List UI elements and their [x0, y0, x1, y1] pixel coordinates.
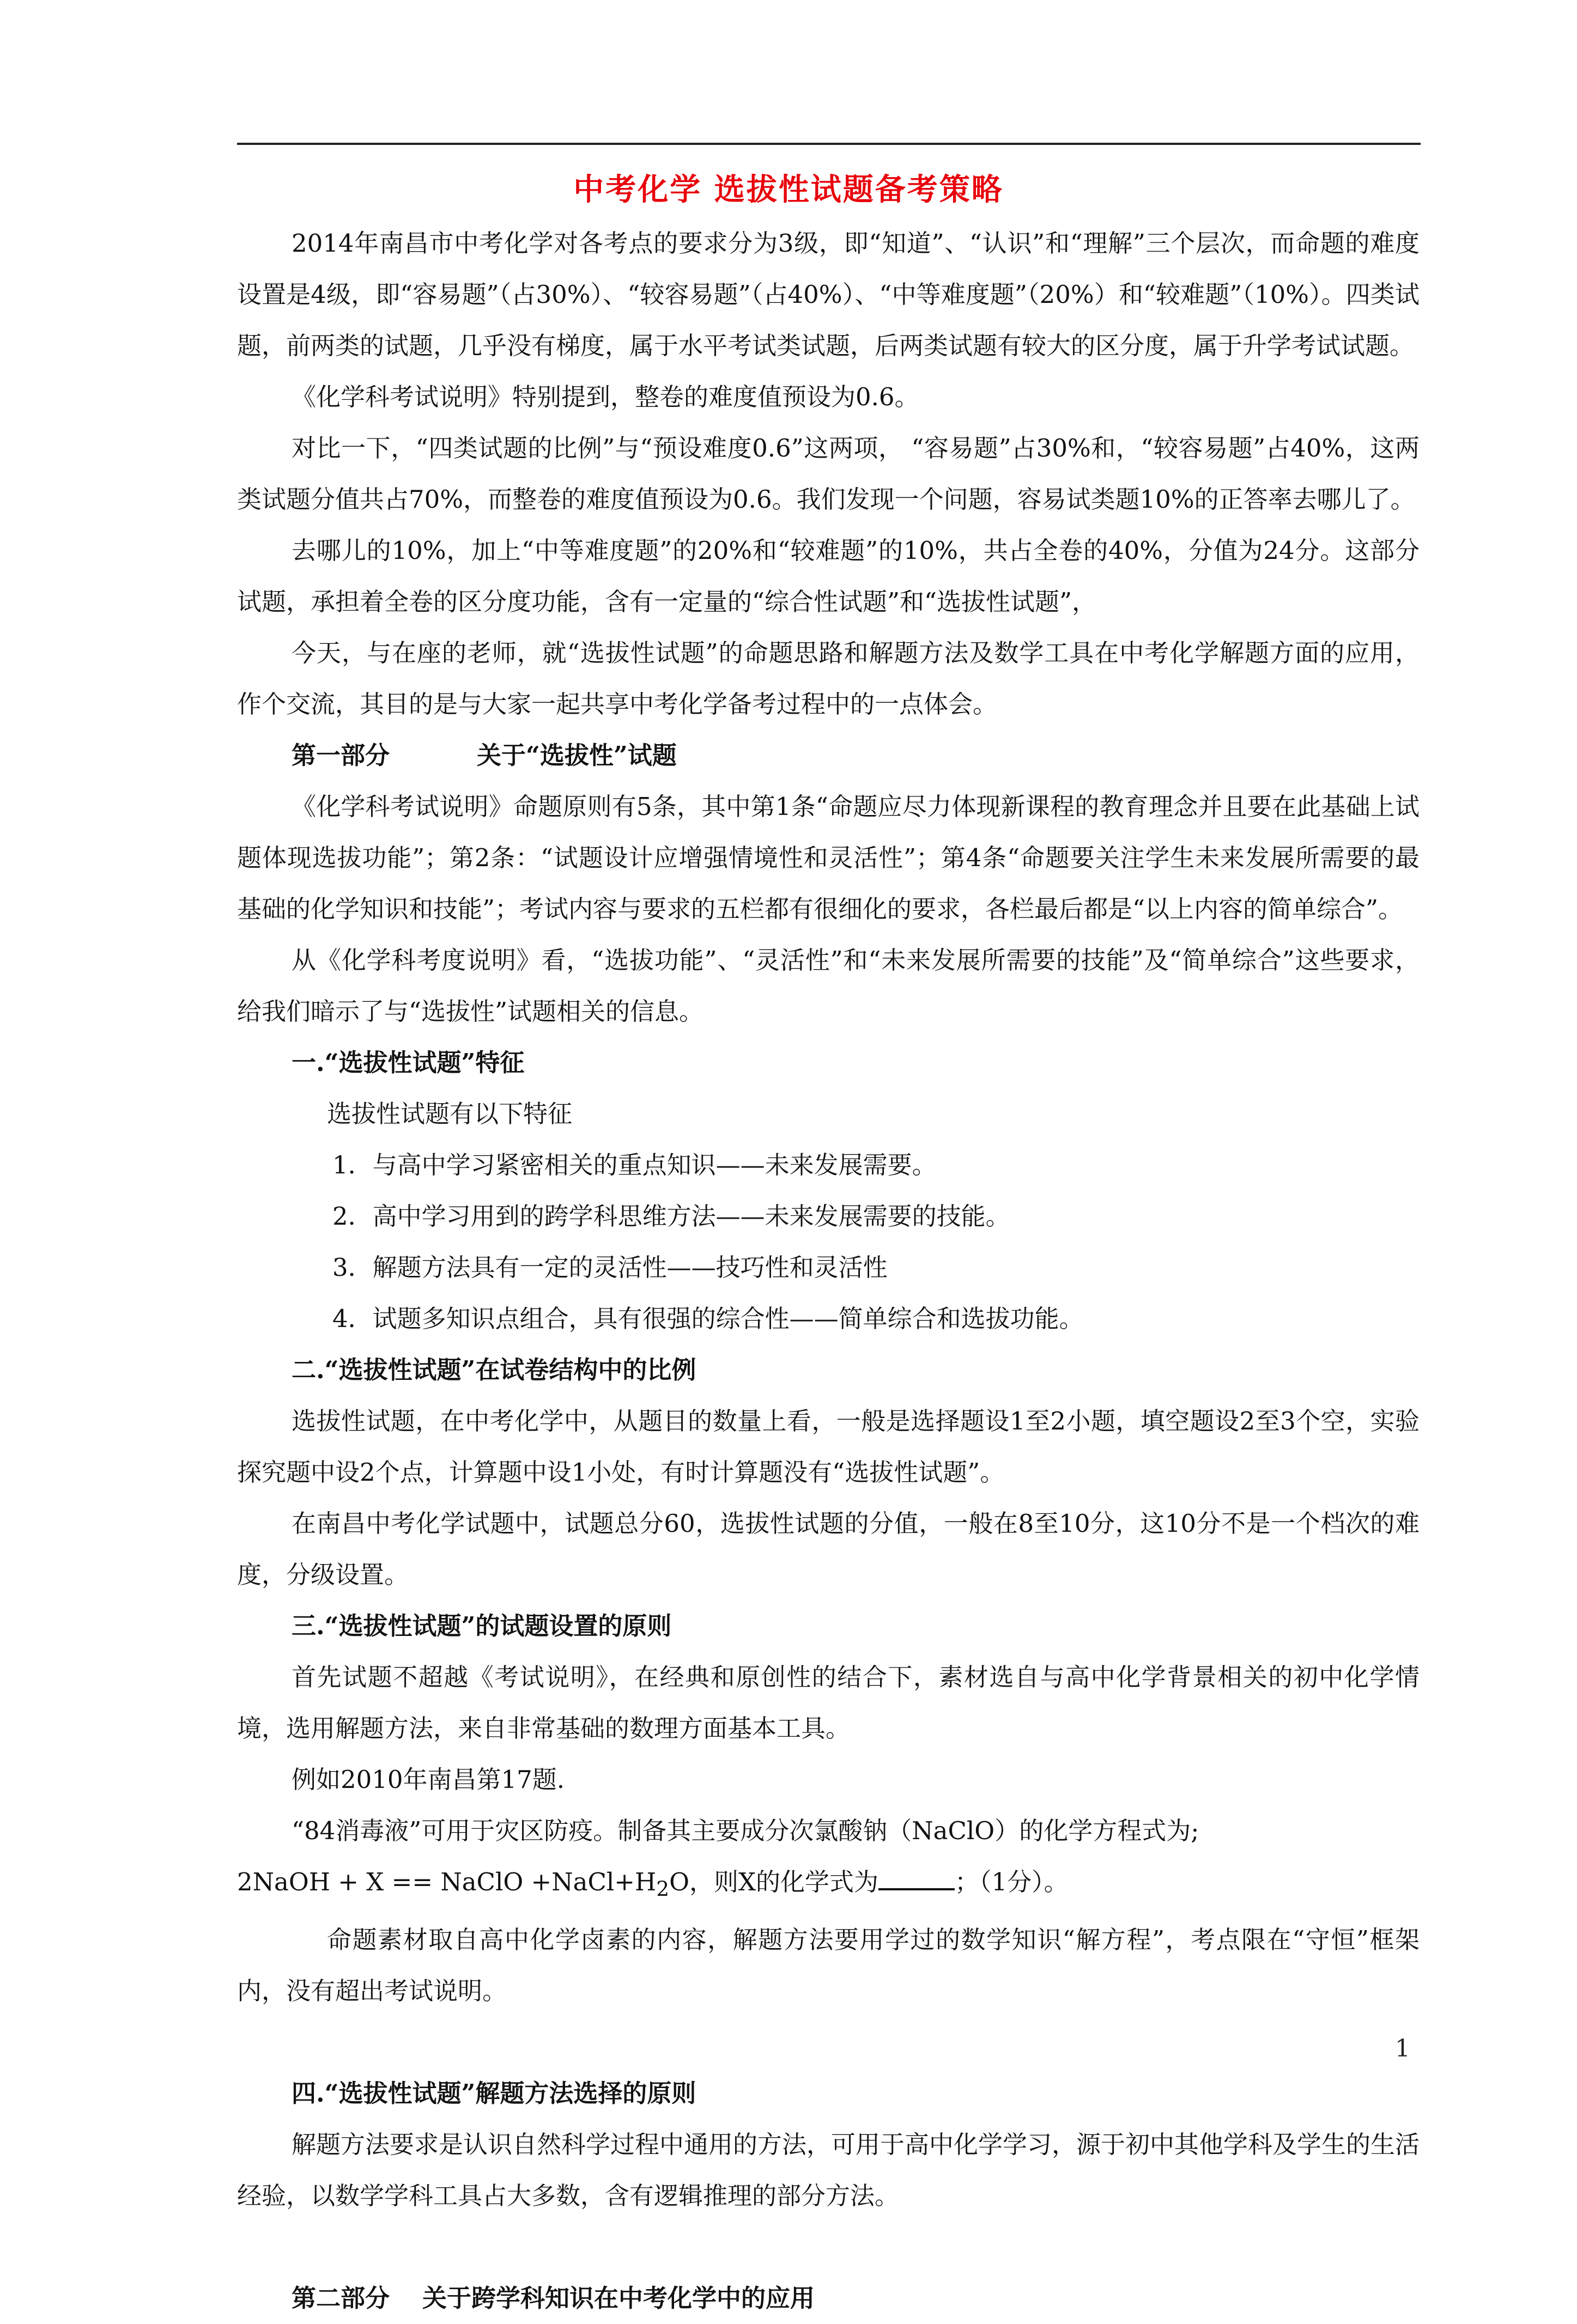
paragraph: 在南昌中考化学试题中，试题总分60，选拔性试题的分值，一般在8至10分，这10分不是一个档次的难度，分级设置。	[237, 1509, 1420, 1589]
document-body	[237, 218, 1420, 2324]
part-title: 关于“选拔性”试题	[477, 741, 677, 770]
paragraph: 从《化学科考度说明》看，“选拔功能”、“灵活性”和“未来发展所需要的技能”及“简单综合”这些要求，给我们暗示了与“选拔性”试题相关的信息。	[237, 946, 1420, 1026]
page-number: 1	[1395, 2035, 1410, 2063]
chemical-equation: 2NaOH + X == NaClO $+NaCl+H_2O$，则X的化学式为 ；（1分）。	[237, 1867, 1069, 1901]
document-title: 中考化学 选拔性试题备考策略	[573, 172, 1004, 208]
paragraph: 去哪儿的10%，加上“中等难度题”的20%和“较难题”的10%，共占全卷的40%，分值为24分。这部分试题，承担着全卷的区分度功能，含有一定量的“综合性试题”和“选拔性试题”，	[237, 536, 1420, 616]
paragraph: 解题方法要求是认识自然科学过程中通用的方法，可用于高中化学学习，源于初中其他学科及学生的生活经验，以数学学科工具占大多数，含有逻辑推理的部分方法。	[237, 2130, 1420, 2210]
paragraph: 《化学科考试说明》命题原则有5条，其中第1条“命题应尽力体现新课程的教育理念并且要在此基础上试题体现选拔功能”；第2条：“试题设计应增强情境性和灵活性”；第4条“命题要关注学生未来发展所需要的最基础的化学知识和技能”；考试内容与要求的五栏都有很细化的要求，各栏最后都是“以上内容的简单综合”。	[237, 792, 1420, 923]
subsection-heading: 二.“选拔性试题”在试卷结构中的比例	[292, 1355, 696, 1384]
subsection-heading: 四.“选拔性试题”解题方法选择的原则	[292, 2079, 696, 2108]
part-label: 第一部分	[292, 741, 390, 770]
subsection-heading: 一.“选拔性试题”特征	[292, 1048, 525, 1077]
list-item: 2．高中学习用到的跨学科思维方法——未来发展需要的技能。	[332, 1202, 1010, 1231]
paragraph: “84消毒液”可用于灾区防疫。制备其主要成分次氯酸钠（NaClO）的化学方程式为;	[292, 1816, 1199, 1845]
paragraph: 《化学科考试说明》特别提到，整卷的难度值预设为0.6。	[292, 382, 919, 411]
list-item: 1．与高中学习紧密相关的重点知识——未来发展需要。	[332, 1151, 937, 1179]
header-rule	[237, 143, 1421, 145]
paragraph: 命题素材取自高中化学卤素的内容，解题方法要用学过的数学知识“解方程”，考点限在“守恒”框架内，没有超出考试说明。	[237, 1925, 1420, 2005]
list-item: 4．试题多知识点组合，具有很强的综合性——简单综合和选拔功能。	[332, 1304, 1084, 1333]
paragraph: 例如2010年南昌第17题.	[292, 1765, 565, 1794]
answer-blank	[878, 1866, 955, 1890]
paragraph: 2014年南昌市中考化学对各考点的要求分为3级，即“知道”、“认识”和“理解”三个层次，而命题的难度设置是4级，即“容易题”（占30%）、“较容易题”（占40%）、“中等难度题”（20%）和“较难题”（10%）。四类试题，前两类的试题，几乎没有梯度，属于水平考试类试题，后两类试题有较大的区分度，属于升学考试试题。	[237, 229, 1420, 360]
paragraph: 今天，与在座的老师，就“选拔性试题”的命题思路和解题方法及数学工具在中考化学解题方面的应用，作个交流，其目的是与大家一起共享中考化学备考过程中的一点体会。	[237, 638, 1420, 719]
paragraph: 对比一下，“四类试题的比例”与“预设难度0.6”这两项， “容易题”占30%和，“较容易题”占40%，这两类试题分值共占70%，而整卷的难度值预设为0.6。我们发现一个问题，容易试类题10%的正答率去哪儿了。	[237, 434, 1420, 514]
paragraph: 首先试题不超越《考试说明》，在经典和原创性的结合下，素材选自与高中化学背景相关的初中化学情境，选用解题方法，来自非常基础的数理方面基本工具。	[237, 1663, 1420, 1743]
part-label: 第二部分	[292, 2284, 390, 2313]
section-heading-part1	[237, 730, 1420, 781]
part-title: 关于跨学科知识在中考化学中的应用	[422, 2284, 815, 2313]
subsection-heading: 三.“选拔性试题”的试题设置的原则	[292, 1611, 672, 1640]
section-heading-part2	[237, 2273, 1420, 2324]
paragraph: 选拔性试题有以下特征	[327, 1099, 573, 1128]
paragraph: 选拔性试题，在中考化学中，从题目的数量上看，一般是选择题设1至2小题，填空题设2至3个空，实验探究题中设2个点，计算题中设1小处，有时计算题没有“选拔性试题”。	[237, 1407, 1420, 1487]
list-item: 3．解题方法具有一定的灵活性——技巧性和灵活性	[332, 1253, 888, 1282]
